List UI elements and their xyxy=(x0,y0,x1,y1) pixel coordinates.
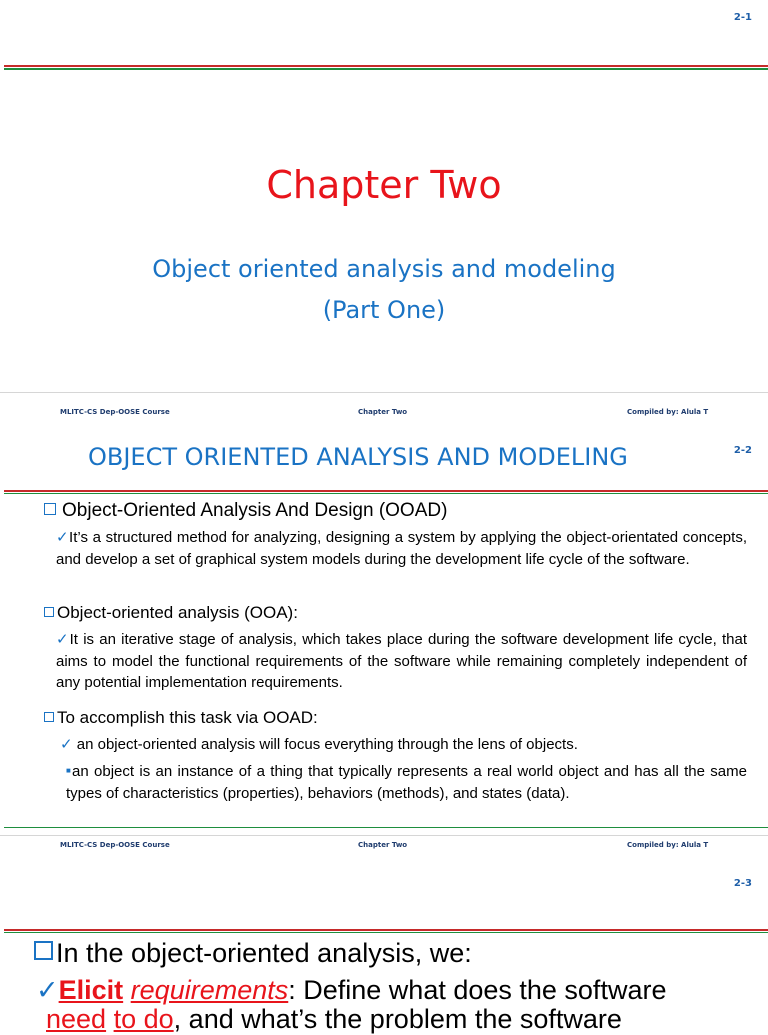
need-term: need xyxy=(46,1004,107,1034)
slide-title: OBJECT ORIENTED ANALYSIS AND MODELING xyxy=(88,443,628,471)
need-line: need to do, and what’s the problem the software xyxy=(46,1004,622,1034)
slide-subtitle-line-2: (Part One) xyxy=(322,296,446,324)
slide-subtitle-line-1: Object oriented analysis and modeling xyxy=(152,255,616,283)
footer-course: MLITC-CS Dep-OOSE Course xyxy=(60,841,170,849)
slide-title: Chapter Two xyxy=(266,163,502,207)
footer-course: MLITC-CS Dep-OOSE Course xyxy=(60,408,170,416)
page-number: 2-2 xyxy=(733,445,752,456)
header-rule xyxy=(4,929,768,933)
heading-ooad: Object-Oriented Analysis And Design (OOAD) xyxy=(44,500,447,522)
checkmark-icon: ✓ xyxy=(36,975,59,1005)
elicit-line: ✓Elicit requirements: Define what does the software xyxy=(36,975,667,1005)
square-bullet-icon: ■ xyxy=(66,766,72,775)
elicit-term: Elicit xyxy=(58,975,124,1005)
header-rule xyxy=(4,490,768,494)
paragraph-focus: ✓ an object-oriented analysis will focus everything through the lens of objects. xyxy=(60,736,578,753)
checkbox-bullet-icon xyxy=(34,941,53,960)
page-number: 2-1 xyxy=(733,12,752,23)
footer-chapter: Chapter Two xyxy=(358,841,408,849)
paragraph-object-definition: ■an object is an instance of a thing that typically represents a real world object and has all the same types of characteristics (properties), behaviors (methods), and states (data). xyxy=(66,763,747,802)
paragraph-ooa: ✓It is an iterative stage of analysis, which takes place during the software development life cycle, that aims to model the functional requirements of the software while remaining completely independent of any potential implementation requirements. xyxy=(56,631,747,691)
checkbox-bullet-icon xyxy=(44,503,56,515)
slide-divider xyxy=(0,835,768,836)
paragraph-ooad: ✓It’s a structured method for analyzing, designing a system by applying the object-orientated concepts, and develop a set of graphical system models during the development life cycle of the software. xyxy=(56,529,747,568)
footer-chapter: Chapter Two xyxy=(358,408,408,416)
checkmark-icon: ✓ xyxy=(56,631,70,648)
page-number: 2-3 xyxy=(733,878,752,889)
slide-3-heading: In the object-oriented analysis, we: xyxy=(34,938,472,969)
to-do-term: to do xyxy=(113,1004,174,1034)
checkbox-bullet-icon xyxy=(44,712,54,722)
heading-ooa: Object-oriented analysis (OOA): xyxy=(44,603,298,623)
footer-rule xyxy=(4,826,768,828)
checkmark-icon: ✓ xyxy=(60,736,73,753)
requirements-term: requirements xyxy=(130,975,289,1005)
footer-author: Compiled by: Alula T xyxy=(627,408,709,416)
checkbox-bullet-icon xyxy=(44,607,54,617)
slide-1 xyxy=(0,0,768,392)
footer-author: Compiled by: Alula T xyxy=(627,841,709,849)
header-rule xyxy=(4,65,768,70)
checkmark-icon: ✓ xyxy=(56,529,70,546)
heading-accomplish: To accomplish this task via OOAD: xyxy=(44,708,318,728)
slide-2 xyxy=(0,393,768,835)
